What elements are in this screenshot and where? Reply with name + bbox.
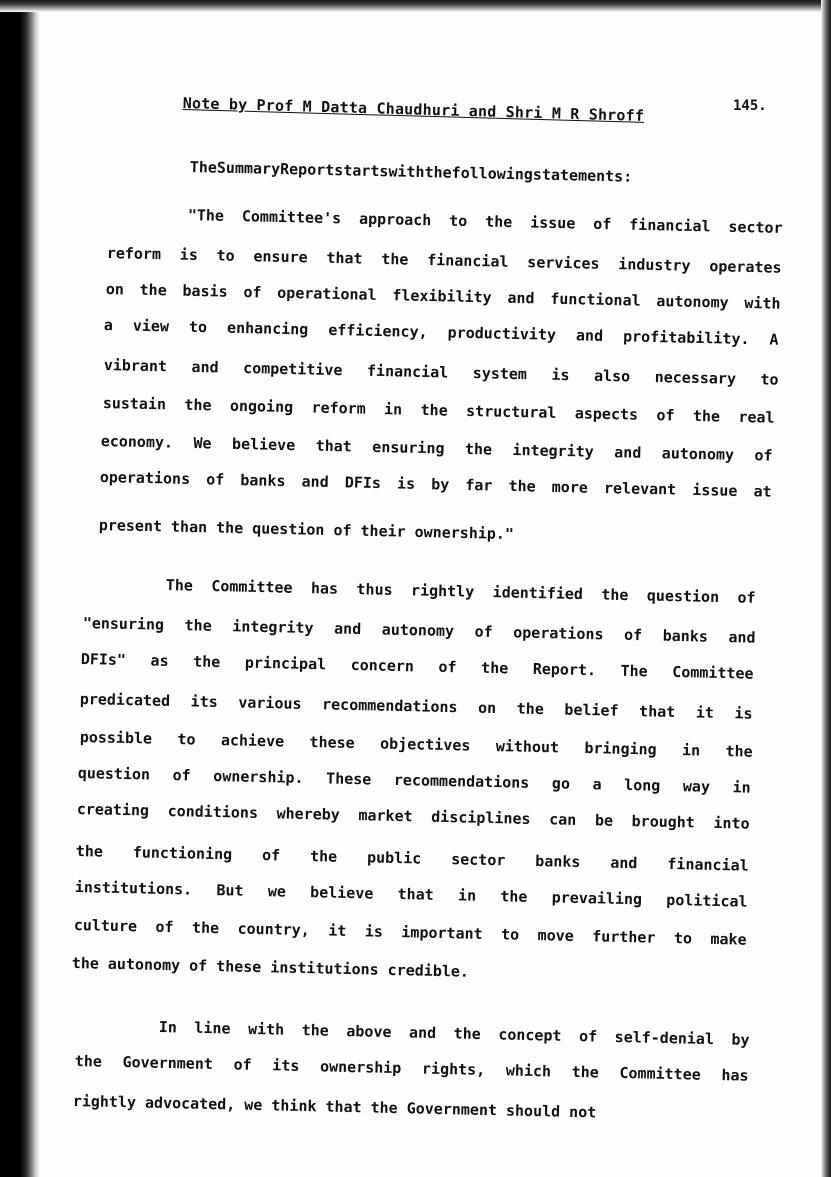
word: competitive: [242, 359, 343, 380]
word: that: [325, 1097, 362, 1117]
word: Committee: [619, 1063, 701, 1084]
word: efficiency,: [328, 320, 428, 342]
text-line: [76, 842, 749, 875]
word: these: [309, 733, 355, 752]
word: the: [420, 400, 448, 420]
word: is: [734, 704, 753, 723]
word: self-denial: [614, 1027, 715, 1049]
word: and: [408, 1023, 437, 1043]
word: with: [388, 162, 425, 182]
word: industry: [618, 255, 691, 275]
word: the: [370, 1098, 398, 1118]
word: without: [495, 737, 560, 757]
word: A: [769, 330, 779, 349]
word: more: [551, 477, 589, 497]
word: it: [328, 921, 347, 940]
text-line: [77, 800, 750, 833]
word: statements:: [532, 165, 633, 186]
word: view: [132, 316, 170, 336]
word: ensure: [253, 247, 308, 267]
word: public: [366, 848, 422, 868]
word: at: [753, 482, 772, 501]
word: real: [738, 407, 775, 427]
text-line: [78, 764, 751, 797]
word: to: [216, 246, 235, 265]
text-line: [75, 878, 748, 911]
word: Government: [406, 1099, 498, 1120]
word: and: [575, 326, 604, 345]
text-line: [72, 954, 470, 981]
word: that: [397, 885, 434, 904]
word: is: [179, 245, 199, 264]
word: culture: [73, 916, 138, 936]
word: of: [172, 766, 191, 785]
text-line: [190, 158, 735, 188]
word: banks: [662, 626, 709, 646]
word: of: [737, 588, 756, 607]
word: we: [267, 882, 287, 901]
word: the: [725, 742, 753, 761]
word: in: [732, 778, 751, 797]
text-line: [75, 1052, 749, 1085]
text-line: [104, 316, 779, 349]
word: of: [593, 214, 612, 234]
word: to: [177, 730, 196, 749]
word: its: [272, 1056, 300, 1075]
word: of: [188, 956, 208, 975]
word: rightly: [410, 581, 475, 601]
word: of: [578, 1027, 598, 1046]
word: issue: [692, 480, 738, 500]
word: financial: [427, 250, 509, 271]
word: and: [610, 853, 638, 873]
word: DFIs: [344, 473, 382, 493]
word: and: [333, 619, 362, 639]
text-line: [80, 690, 753, 723]
word: disciplines: [431, 807, 531, 828]
word: financial: [667, 854, 749, 875]
text-line: [104, 356, 779, 389]
word: far: [465, 475, 493, 495]
word: is: [396, 474, 416, 493]
word: conditions: [167, 801, 259, 822]
word: of: [333, 521, 352, 540]
word: autonomy: [661, 444, 735, 464]
page-number: 145.: [733, 98, 767, 114]
text-line: [80, 728, 753, 761]
word: has: [721, 1066, 749, 1085]
word: question: [77, 764, 151, 784]
word: institutions: [270, 958, 379, 979]
word: the: [500, 887, 528, 906]
text-line: [99, 516, 515, 543]
word: vibrant: [103, 356, 168, 376]
word: "ensuring: [82, 614, 165, 634]
word: of: [243, 283, 262, 302]
word: market: [358, 806, 413, 826]
word: is: [364, 922, 384, 941]
word: in: [681, 741, 701, 760]
word: reform: [311, 398, 366, 418]
word: thus: [356, 580, 393, 599]
word: The: [189, 158, 218, 177]
word: and: [728, 628, 756, 647]
word: with: [744, 293, 781, 313]
word: the: [424, 163, 452, 182]
word: to: [500, 925, 520, 944]
word: the: [215, 518, 244, 538]
word: system: [472, 364, 528, 384]
word: institutions.: [74, 878, 193, 899]
word: and: [191, 357, 219, 377]
word: profitability.: [622, 327, 750, 349]
word: the: [571, 1062, 600, 1082]
word: should: [505, 1101, 561, 1121]
text-line: [106, 280, 781, 313]
word: by: [430, 475, 450, 494]
word: brought: [631, 812, 696, 832]
word: has: [310, 579, 339, 598]
word: that: [315, 436, 353, 456]
word: the: [192, 652, 221, 672]
word: whereby: [276, 804, 340, 824]
word: Committee: [211, 576, 293, 597]
word: important: [401, 923, 483, 943]
text-line: [166, 576, 756, 607]
word: a: [592, 775, 602, 794]
word: of: [261, 846, 281, 865]
word: on: [105, 280, 125, 299]
word: above: [346, 1022, 392, 1042]
word: objectives: [379, 734, 471, 755]
text-line: [107, 244, 782, 277]
word: also: [593, 366, 631, 386]
word: necessary: [654, 368, 737, 388]
word: Report.: [532, 659, 597, 680]
word: reform: [106, 244, 162, 264]
page-heading: Note by Prof M Datta Chaudhuri and Shri M R Shroff: [182, 94, 645, 125]
word: make: [710, 929, 747, 949]
word: ongoing: [229, 396, 294, 417]
word: rightly: [72, 1092, 137, 1112]
word: various: [238, 693, 302, 713]
word: of: [233, 1055, 252, 1074]
word: the: [74, 1052, 103, 1071]
word: and: [614, 443, 642, 462]
word: which: [505, 1061, 552, 1081]
word: autonomy: [656, 292, 729, 312]
word: services: [527, 253, 600, 273]
text-line: [100, 468, 772, 501]
word: in: [457, 886, 477, 905]
text-line: [159, 1018, 750, 1049]
word: concern: [350, 655, 415, 676]
word: basis: [182, 281, 228, 301]
word: long: [623, 775, 661, 795]
word: of: [206, 470, 225, 489]
word: not: [568, 1102, 597, 1122]
word: line: [194, 1018, 231, 1038]
word: the: [381, 249, 409, 269]
word: of: [155, 917, 174, 937]
word: issue: [530, 213, 576, 233]
word: question: [252, 519, 325, 539]
word: can: [549, 810, 577, 829]
word: country,: [237, 919, 311, 940]
word: enhancing: [226, 318, 309, 339]
word: financial: [629, 215, 711, 236]
word: the: [75, 842, 104, 861]
word: move: [537, 926, 574, 945]
word: believe: [309, 883, 374, 903]
word: the: [191, 918, 220, 938]
word: that: [326, 248, 363, 268]
word: than: [170, 517, 208, 537]
word: the: [508, 476, 536, 496]
word: to: [673, 929, 693, 948]
word: possible: [79, 728, 153, 748]
word: economy.: [100, 432, 174, 452]
word: functioning: [132, 843, 233, 864]
text-line: [101, 432, 773, 465]
word: recommendations: [321, 695, 458, 717]
word: autonomy: [381, 620, 455, 641]
word: as: [150, 651, 169, 670]
word: the: [184, 395, 212, 415]
word: sector: [728, 217, 783, 237]
word: is: [551, 365, 570, 385]
word: way: [682, 777, 711, 796]
word: productivity: [447, 323, 557, 344]
word: In: [158, 1018, 178, 1037]
word: sector: [450, 850, 506, 870]
word: the: [480, 658, 509, 678]
word: Government: [122, 1053, 214, 1074]
word: The: [165, 576, 194, 595]
word: banks: [240, 471, 286, 491]
word: "The: [187, 206, 225, 225]
word: Summary: [216, 158, 281, 178]
word: we: [244, 1095, 263, 1115]
text-line: [83, 614, 756, 647]
word: DFIs": [80, 650, 127, 669]
word: structural: [465, 401, 557, 422]
word: the: [601, 585, 629, 605]
word: Committee: [672, 662, 754, 683]
word: aspects: [574, 404, 639, 424]
word: of: [656, 406, 675, 425]
word: integrity: [232, 617, 314, 638]
word: starts: [334, 161, 389, 181]
word: with: [247, 1019, 285, 1039]
word: operations: [99, 468, 191, 488]
word: These: [325, 769, 372, 789]
word: of: [623, 625, 643, 645]
word: that: [638, 702, 676, 721]
word: on: [477, 698, 497, 718]
word: ownership.: [213, 766, 304, 787]
word: But: [216, 881, 244, 900]
word: following: [451, 163, 534, 184]
word: further: [592, 927, 656, 947]
word: operations: [513, 623, 604, 644]
word: sustain: [102, 394, 167, 414]
text-line: [74, 916, 747, 949]
word: to: [449, 211, 468, 231]
word: the: [309, 847, 338, 866]
word: ensuring: [372, 437, 445, 458]
word: political: [666, 890, 748, 911]
word: advocated,: [144, 1093, 236, 1114]
scan-shadow-top: [0, 0, 831, 12]
text-line: [81, 650, 754, 683]
word: The: [620, 661, 648, 681]
text-line: [103, 394, 775, 427]
word: the: [464, 439, 493, 459]
word: their: [360, 521, 406, 541]
word: of: [754, 446, 773, 465]
word: prevailing: [551, 888, 643, 909]
word: the: [692, 406, 721, 426]
word: question: [646, 586, 720, 607]
word: ownership.": [414, 522, 515, 544]
scan-shadow-right: [821, 0, 831, 1177]
word: financial: [366, 361, 449, 382]
word: the: [516, 699, 545, 719]
word: its: [190, 692, 218, 712]
word: operational: [277, 283, 377, 304]
word: predicated: [79, 690, 171, 710]
word: a: [103, 316, 114, 335]
word: autonomy: [107, 954, 181, 975]
word: into: [713, 813, 750, 833]
word: credible.: [387, 960, 470, 981]
word: relevant: [603, 479, 677, 499]
word: creating: [76, 800, 150, 820]
word: belief: [564, 700, 619, 720]
word: to: [188, 317, 208, 337]
text-line: [73, 1092, 597, 1121]
word: go: [551, 774, 571, 793]
word: concept: [498, 1025, 562, 1045]
word: the: [184, 616, 212, 635]
word: in: [383, 400, 403, 419]
word: achieve: [220, 731, 285, 751]
word: of: [474, 622, 493, 641]
word: and: [507, 288, 535, 308]
binding-shadow-left: [0, 0, 40, 1177]
word: it: [695, 703, 715, 722]
word: believe: [231, 434, 296, 455]
word: Report: [279, 159, 335, 180]
word: to: [760, 370, 779, 389]
word: banks: [535, 852, 581, 872]
word: the: [139, 280, 167, 300]
word: by: [731, 1030, 750, 1049]
word: rights,: [421, 1059, 486, 1079]
word: We: [193, 434, 212, 453]
word: approach: [358, 209, 432, 230]
word: recommendations: [393, 770, 530, 792]
word: the: [301, 1021, 330, 1040]
word: the: [453, 1024, 481, 1044]
word: the: [485, 212, 513, 232]
word: think: [271, 1096, 317, 1116]
word: present: [98, 516, 163, 536]
word: and: [301, 472, 329, 491]
word: integrity: [512, 440, 594, 461]
word: Committee's: [241, 207, 342, 228]
word: identified: [492, 583, 584, 604]
word: ownership: [319, 1057, 402, 1078]
word: the: [71, 954, 100, 973]
text-line: [188, 206, 783, 237]
word: flexibility: [392, 286, 492, 307]
word: functional: [550, 289, 641, 310]
word: these: [215, 957, 262, 977]
word: bringing: [584, 739, 657, 759]
word: principal: [244, 653, 327, 674]
word: be: [594, 811, 614, 830]
word: operates: [709, 257, 782, 277]
word: of: [438, 657, 457, 677]
